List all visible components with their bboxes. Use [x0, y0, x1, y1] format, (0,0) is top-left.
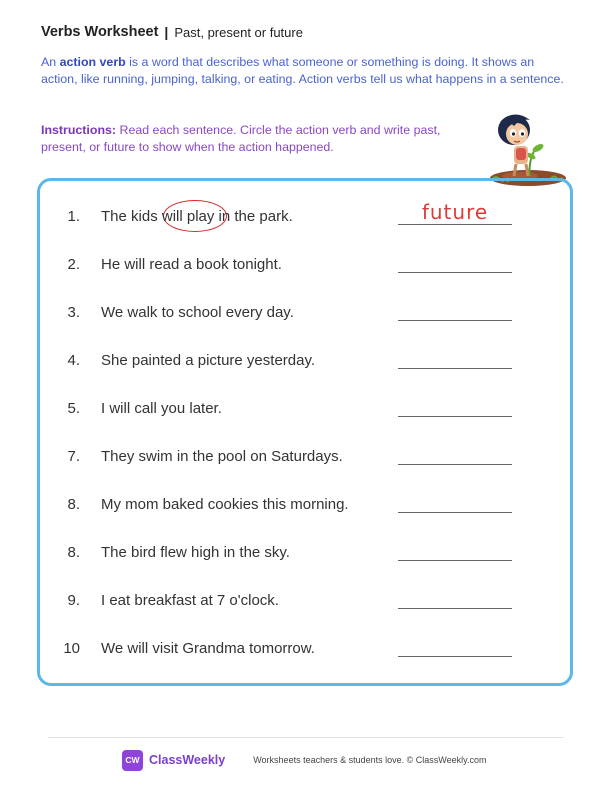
question-number: 9.: [67, 592, 80, 609]
question-row: [0, 200, 612, 232]
question-number: 3.: [67, 304, 80, 321]
question-sentence: We walk to school every day.: [101, 304, 294, 321]
question-number: 1.: [67, 208, 80, 225]
question-sentence: The kids will play in the park.: [101, 208, 293, 225]
question-row: [0, 492, 612, 520]
footer-divider: [48, 737, 564, 738]
footer-tagline: Worksheets teachers & students love. © ClassWeekly.com: [253, 755, 487, 765]
question-sentence: I will call you later.: [101, 400, 222, 417]
question-number: 8.: [67, 496, 80, 513]
question-number: 10: [63, 640, 80, 657]
question-sentence: I eat breakfast at 7 o'clock.: [101, 592, 279, 609]
answer-line[interactable]: [398, 560, 512, 561]
question-number: 4.: [67, 352, 80, 369]
answer-line[interactable]: [398, 416, 512, 417]
question-sentence: My mom baked cookies this morning.: [101, 496, 349, 513]
answer-line[interactable]: [398, 464, 512, 465]
worksheet-subtitle: Past, present or future: [174, 24, 303, 40]
question-number: 2.: [67, 256, 80, 273]
worksheet-header: [41, 24, 303, 40]
question-row: [0, 300, 612, 328]
question-row: [0, 348, 612, 376]
question-row: [0, 636, 612, 664]
question-row: [0, 444, 612, 472]
answer-line[interactable]: [398, 368, 512, 369]
question-sentence: We will visit Grandma tomorrow.: [101, 640, 315, 657]
classweekly-logo-icon: CW: [122, 750, 143, 771]
intro-after: is a word that describes what someone or something is doing. It shows an action, like running, jumping, talking, or eating. Action verbs tell us what happens in a sentence.: [41, 55, 564, 86]
question-number: 5.: [67, 400, 80, 417]
answer-line[interactable]: [398, 512, 512, 513]
header-separator: |: [164, 24, 169, 40]
worksheet-title: Verbs Worksheet: [41, 24, 159, 40]
answer-line[interactable]: [398, 272, 512, 273]
instructions-label: Instructions:: [41, 123, 117, 137]
question-sentence: She painted a picture yesterday.: [101, 352, 316, 369]
question-row: [0, 252, 612, 280]
answer-line[interactable]: [398, 224, 512, 225]
question-row: [0, 588, 612, 616]
question-number: 8.: [67, 544, 80, 561]
intro-term: action verb: [59, 55, 126, 69]
answer-line[interactable]: [398, 608, 512, 609]
answer-line[interactable]: [398, 656, 512, 657]
answer-line[interactable]: [398, 320, 512, 321]
question-number: 7.: [67, 448, 80, 465]
footer: [122, 749, 486, 771]
instructions-paragraph: [41, 122, 471, 156]
question-row: [0, 540, 612, 568]
intro-paragraph: [41, 54, 571, 88]
brand-name: ClassWeekly: [149, 753, 226, 767]
question-sentence: The bird flew high in the sky.: [101, 544, 290, 561]
answer-text: future: [421, 200, 489, 224]
question-sentence: They swim in the pool on Saturdays.: [101, 448, 343, 465]
intro-before: An: [41, 55, 60, 69]
instructions-text: Read each sentence. Circle the action verb and write past, present, or future to show when the action happened.: [41, 123, 441, 154]
question-row: [0, 396, 612, 424]
question-sentence: He will read a book tonight.: [101, 256, 282, 273]
